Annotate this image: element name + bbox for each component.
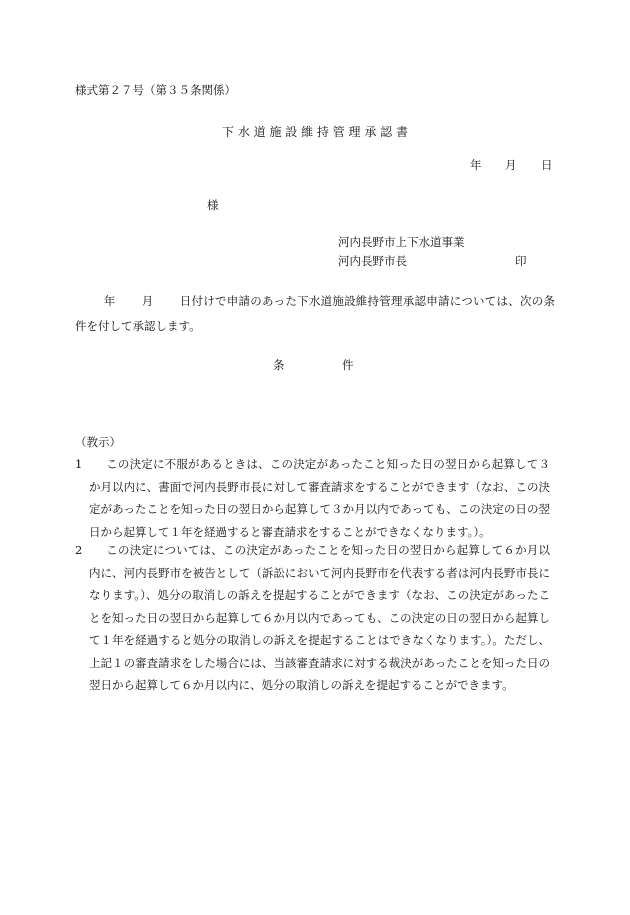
conditions-heading-right: 件	[342, 358, 354, 372]
date-year: 年	[470, 158, 482, 172]
notice-item	[75, 539, 550, 697]
body-text: 日付けで申請のあった下水道施設維持管理承認申請については、次の条件を付して承認します。	[75, 294, 556, 333]
issuer-line-2: 河内長野市長	[338, 254, 407, 268]
date-month: 月	[505, 158, 517, 172]
date-day: 日	[541, 158, 553, 172]
body-month: 月	[141, 294, 154, 308]
issuer-line-1: 河内長野市上下水道事業	[338, 235, 465, 249]
notice-item	[75, 453, 550, 543]
notice-item-number: 2	[75, 543, 83, 557]
notice-item-number: 1	[75, 457, 83, 471]
conditions-heading-left: 条	[273, 358, 285, 372]
seal-mark: 印	[515, 254, 527, 268]
form-number: 様式第２７号（第３５条関係）	[75, 83, 236, 97]
notice-heading: （教示）	[75, 435, 121, 449]
body-year: 年	[103, 294, 116, 308]
addressee-suffix: 様	[207, 198, 219, 212]
notice-item-text: この決定に不服があるときは、この決定があったこと知った日の翌日から起算して３か月以内に、書面で河内長野市長に対して審査請求をすることができます（なお、この決定があったことを知った日の翌日から起算して３か月以内であっても、この決定の日の翌日から起算して１年を経過すると審査請求をすることができなくなります。）。	[89, 457, 550, 539]
approval-paragraph	[75, 289, 555, 338]
document-title: 下 水 道 施 設 維 持 管 理 承 認 書	[222, 125, 408, 139]
notice-item-text: この決定については、この決定があったことを知った日の翌日から起算して６か月以内に、河内長野市を被告として（訴訟において河内長野市を代表する者は河内長野市長になります。）、処分の取消しの訴えを提起することができます（なお、この決定があったことを知った日の翌日から起算して６か月以内であっても、この決定の日の翌日から起算して１年を経過すると処分の取消しの訴えを提起することはできなくなります。）。ただし、上記１の審査請求をした場合には、当該審査請求に対する裁決があったことを知った日の翌日から起算して６か月以内に、処分の取消しの訴えを提起することができます。	[89, 543, 550, 692]
